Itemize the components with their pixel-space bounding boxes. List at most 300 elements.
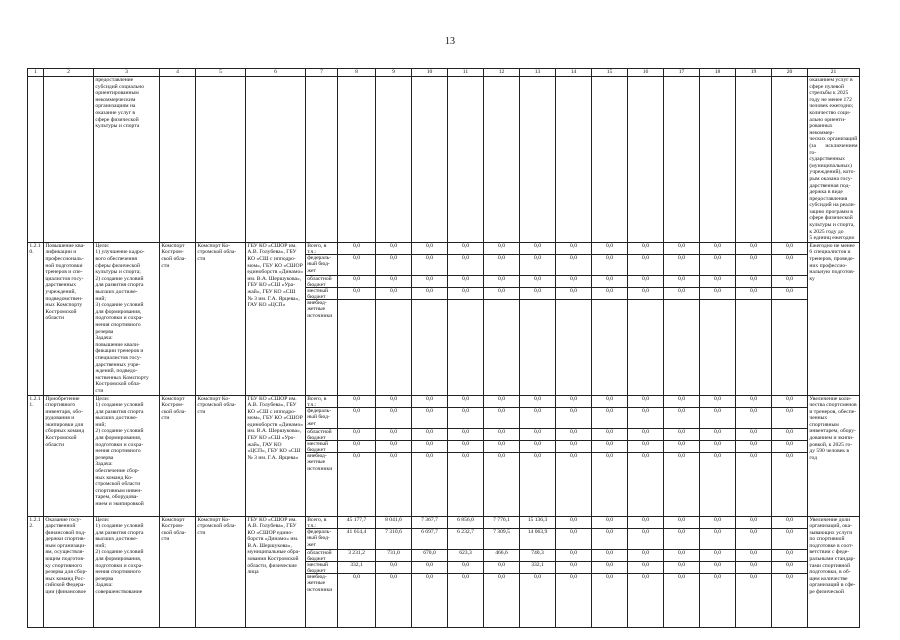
- amount-value: 0,0: [700, 276, 735, 288]
- continuation-row: [28, 77, 860, 243]
- amount-cell: [484, 242, 520, 395]
- amount-value: 0,0: [390, 452, 397, 459]
- amount-value: [664, 300, 699, 320]
- amount-value: 0,0: [664, 429, 699, 441]
- continuation-cell: [520, 77, 556, 243]
- amount-stack: [338, 517, 375, 594]
- amount-value: 0,0: [678, 573, 685, 580]
- amount-value: 731,0: [376, 550, 411, 562]
- amount-value: 0,0: [426, 452, 433, 459]
- amount-value: 0,0: [592, 529, 627, 550]
- amount-value: 8 041,6: [376, 517, 411, 529]
- customer: Комспорт Костром- ской обла- сти: [161, 516, 187, 543]
- amount-value: 0,0: [462, 452, 469, 459]
- column-number: 12: [484, 69, 520, 77]
- amount-cell: [736, 516, 772, 627]
- amount-value: 0,0: [664, 288, 699, 300]
- amount-value: 0,0: [412, 396, 447, 408]
- amount-stack: [338, 243, 375, 320]
- column-number: 18: [700, 69, 736, 77]
- amount-value: 332,1: [338, 562, 375, 574]
- amount-value: 0,0: [592, 441, 627, 453]
- measure-name-cell: [44, 395, 94, 516]
- amount-value: 0,0: [484, 408, 519, 429]
- amount-stack: [412, 396, 447, 473]
- amount-value: 0,0: [376, 441, 411, 453]
- amount-value: 0,0: [592, 408, 627, 429]
- amount-cell: [520, 395, 556, 516]
- amount-cell: [628, 516, 664, 627]
- amount-value: 0,0: [772, 517, 807, 529]
- amount-stack: [772, 517, 807, 594]
- amount-value: 0,0: [772, 288, 807, 300]
- amount-value: 7 310,6: [376, 529, 411, 550]
- amount-value: 0,0: [700, 396, 735, 408]
- amount-value: 15 136,3: [520, 517, 555, 529]
- funding-source: местный бюджет: [306, 562, 337, 574]
- amount-value: 0,0: [772, 429, 807, 441]
- amount-value: 0,0: [448, 441, 483, 453]
- amount-stack: [520, 517, 555, 594]
- amount-value: 0,0: [338, 441, 375, 453]
- amount-value: 0,0: [772, 396, 807, 408]
- amount-value: 0,0: [736, 255, 771, 276]
- amount-value: 0,0: [606, 573, 613, 580]
- amount-value: 7 367,7: [412, 517, 447, 529]
- column-number: 5: [196, 69, 246, 77]
- funding-source: внебюд- жетные источники: [307, 573, 333, 593]
- amount-value: 0,0: [520, 288, 555, 300]
- amount-cell: [376, 242, 412, 395]
- amount-value: 0,0: [736, 288, 771, 300]
- amount-stack: [484, 396, 519, 473]
- amount-stack: [772, 243, 807, 320]
- amount-value: 0,0: [556, 276, 591, 288]
- amount-value: 0,0: [786, 452, 793, 459]
- amount-value: 0,0: [664, 255, 699, 276]
- amount-value: 0,0: [592, 255, 627, 276]
- amount-cell: [592, 395, 628, 516]
- amount-value: 740,3: [520, 550, 555, 562]
- amount-value: 0,0: [700, 441, 735, 453]
- funding-source: федераль- ный бюд- жет: [306, 408, 337, 429]
- amount-value: 0,0: [736, 517, 771, 529]
- amount-value: 0,0: [570, 573, 577, 580]
- amount-value: 0,0: [786, 573, 793, 580]
- amount-stack: [448, 396, 483, 473]
- amount-value: 0,0: [750, 573, 757, 580]
- customer: Комспорт Костром- ской обла- сти: [161, 242, 187, 269]
- measure-name-cell: [44, 516, 94, 627]
- continuation-cell: [412, 77, 448, 243]
- column-number: 17: [664, 69, 700, 77]
- continuation-result-text: оказанием услуг в сфере пулевой стрельбы к 2025 году не менее 172 человек ежегодно; количество соци- ально ориенти- рованных некоммер- ческих организаций (за исключением го- сударственных (муниципальных) учреждений), кото- рым оказана госу- дарственная под- держка в виде предоставления субсидий на реали- зацию программ в сфере физической культуры и спорта, к 2025 году до 5 единиц ежегодно: [809, 77, 858, 242]
- amount-cell: [520, 242, 556, 395]
- measure-goals-cell: [94, 395, 160, 516]
- continuation-cell: [628, 77, 664, 243]
- amount-stack: [448, 243, 483, 320]
- participants-cell: [246, 242, 306, 395]
- executor-cell: [196, 395, 246, 516]
- continuation-cell: [736, 77, 772, 243]
- column-number: 6: [246, 69, 306, 77]
- amount-value: 0,0: [353, 573, 360, 580]
- continuation-cell: [448, 77, 484, 243]
- amount-cell: [772, 516, 808, 627]
- amount-value: 0,0: [628, 429, 663, 441]
- amount-value: 0,0: [772, 550, 807, 562]
- customer-cell: [160, 242, 196, 395]
- amount-stack: [664, 243, 699, 320]
- amount-value: 0,0: [772, 255, 807, 276]
- amount-value: 0,0: [772, 562, 807, 574]
- measure-goals-cell: [94, 516, 160, 627]
- amount-stack: [700, 517, 735, 594]
- amount-value: 0,0: [556, 429, 591, 441]
- amount-value: 0,0: [678, 452, 685, 459]
- amount-value: 0,0: [628, 276, 663, 288]
- amount-value: 0,0: [376, 396, 411, 408]
- amount-value: 0,0: [520, 441, 555, 453]
- column-number: 1: [28, 69, 44, 77]
- funding-source: областной бюджет: [306, 276, 337, 288]
- program-row: [28, 516, 860, 627]
- amount-stack: [628, 517, 663, 594]
- amount-value: 0,0: [376, 288, 411, 300]
- amount-value: 0,0: [664, 243, 699, 255]
- amount-cell: [448, 242, 484, 395]
- amount-value: 0,0: [628, 396, 663, 408]
- participants-cell: [246, 395, 306, 516]
- row-number-cell: [28, 242, 44, 395]
- continuation-cell: [592, 77, 628, 243]
- executor: Комспорт Ко- стромской обла- сти: [197, 242, 237, 263]
- amount-value: 0,0: [556, 441, 591, 453]
- amount-value: 0,0: [642, 573, 649, 580]
- amount-value: [772, 300, 807, 320]
- column-number: 4: [160, 69, 196, 77]
- amount-value: 0,0: [412, 441, 447, 453]
- funding-sources: [306, 396, 337, 473]
- measure-goals-cell: [94, 242, 160, 395]
- amount-value: 0,0: [606, 452, 613, 459]
- customer: Комспорт Костром- ской обла- сти: [161, 395, 187, 422]
- amount-cell: [736, 395, 772, 516]
- amount-cell: [338, 516, 376, 627]
- amount-stack: [700, 396, 735, 473]
- column-number: 15: [592, 69, 628, 77]
- amount-value: 0,0: [412, 276, 447, 288]
- participants: ГБУ КО «СШОР им. А.В. Голубева», ГБУ КО «СШ с ипподро- мом», ГБУ КО «СШОР единоборств «Динамо» им. В.А. Шершукова», ГБУ КО «СШ «Уро- жай», ГАУ КО «ЦСП», ГБУ КО «СШ № 3 им. Г.А. Ярцева»: [247, 395, 304, 461]
- amount-stack: [376, 243, 411, 320]
- amount-value: 0,0: [736, 429, 771, 441]
- amount-value: 0,0: [338, 276, 375, 288]
- amount-value: 0,0: [484, 276, 519, 288]
- amount-value: 0,0: [412, 562, 447, 574]
- amount-value: 0,0: [700, 288, 735, 300]
- column-number: 16: [628, 69, 664, 77]
- amount-value: [628, 300, 663, 320]
- column-number: 11: [448, 69, 484, 77]
- amount-value: 623,3: [448, 550, 483, 562]
- continuation-cell: [28, 77, 44, 243]
- amount-value: 0,0: [664, 276, 699, 288]
- amount-value: 0,0: [628, 243, 663, 255]
- amount-value: 0,0: [664, 550, 699, 562]
- amount-value: 0,0: [484, 562, 519, 574]
- amount-value: 0,0: [462, 573, 469, 580]
- continuation-cell: [700, 77, 736, 243]
- amount-stack: [664, 517, 699, 594]
- amount-value: 41 614,4: [338, 529, 375, 550]
- amount-value: 0,0: [592, 550, 627, 562]
- amount-value: 0,0: [772, 529, 807, 550]
- amount-value: 0,0: [556, 396, 591, 408]
- measure-name: Приобретение спортивного инвентаря, обо- рудования и экипировки для сборных команд Костромской области: [45, 395, 85, 448]
- amount-value: 0,0: [338, 429, 375, 441]
- amount-value: 0,0: [628, 550, 663, 562]
- program-row: [28, 395, 860, 516]
- expected-result-cell: [808, 395, 860, 516]
- amount-value: 0,0: [700, 562, 735, 574]
- amount-value: 0,0: [520, 408, 555, 429]
- customer-cell: [160, 516, 196, 627]
- amount-value: [520, 300, 555, 320]
- amount-value: [484, 300, 519, 320]
- amount-cell: [448, 516, 484, 627]
- column-number: 9: [376, 69, 412, 77]
- amount-cell: [556, 242, 592, 395]
- amount-value: 0,0: [736, 562, 771, 574]
- funding-source: внебюд- жетные источники: [307, 452, 333, 472]
- amount-value: 6 856,0: [448, 517, 483, 529]
- amount-value: 0,0: [642, 452, 649, 459]
- amount-value: 6 697,7: [412, 529, 447, 550]
- amount-value: 0,0: [628, 441, 663, 453]
- measure-goals: Цели: 1) создание условий для развития спорта высших достиже- ний; 2) создание условий для формирования, подготовки и сохра- нения спортивного резерва Задача: обеспечение сбор- ных команд Ко- стромской области спортивным инвен- тарем, оборудова- нием и экипировкой: [95, 395, 144, 507]
- amount-cell: [412, 395, 448, 516]
- amount-value: 0,0: [498, 452, 505, 459]
- amount-value: 0,0: [556, 550, 591, 562]
- amount-value: 0,0: [520, 429, 555, 441]
- amount-stack: [592, 396, 627, 473]
- amount-value: 0,0: [556, 517, 591, 529]
- column-number: 7: [306, 69, 338, 77]
- amount-value: 0,0: [390, 573, 397, 580]
- amount-stack: [376, 517, 411, 594]
- amount-value: 14 063,9: [520, 529, 555, 550]
- amount-stack: [556, 396, 591, 473]
- amount-value: 0,0: [700, 517, 735, 529]
- column-number: 19: [736, 69, 772, 77]
- amount-cell: [628, 395, 664, 516]
- amount-stack: [772, 396, 807, 473]
- amount-value: 0,0: [772, 243, 807, 255]
- amount-value: 7 776,1: [484, 517, 519, 529]
- amount-cell: [664, 242, 700, 395]
- continuation-cell: [246, 77, 306, 243]
- amount-cell: [484, 395, 520, 516]
- amount-value: 0,0: [736, 529, 771, 550]
- amount-cell: [592, 516, 628, 627]
- amount-value: 6 232,7: [448, 529, 483, 550]
- amount-cell: [556, 516, 592, 627]
- amount-value: 0,0: [484, 255, 519, 276]
- amount-cell: [448, 395, 484, 516]
- amount-value: 0,0: [556, 529, 591, 550]
- amount-stack: [628, 243, 663, 320]
- page-number: 13: [445, 36, 455, 47]
- amount-value: 0,0: [592, 396, 627, 408]
- amount-value: 0,0: [520, 255, 555, 276]
- measure-goals: Цели: 1) создание условий для развития спорта высших достиже- ний; 2) создание условий для формирования, подготовки и сохра- нения спортивного резерва Задача: совершенствование: [95, 516, 144, 596]
- continuation-cell: [556, 77, 592, 243]
- column-number: 20: [772, 69, 808, 77]
- continuation-goals-text: предоставление субсидий социально ориентированным некоммерческим организациям на оказание услуг в сфере физической культуры и спорта: [95, 77, 145, 130]
- amount-cell: [772, 395, 808, 516]
- amount-stack: [592, 517, 627, 594]
- amount-value: 0,0: [520, 276, 555, 288]
- amount-value: 0,0: [353, 452, 360, 459]
- amount-value: 0,0: [484, 243, 519, 255]
- amount-value: 0,0: [736, 243, 771, 255]
- amount-stack: [484, 243, 519, 320]
- amount-value: 0,0: [448, 396, 483, 408]
- participants: ГБУ КО «СШОР им. А.В. Голубева», ГБУ КО «СШОР едино- борств «Динамо» им. В.А. Шершукова», муниципальные обра- зования Костромской области, физические лица: [247, 516, 300, 576]
- amount-cell: [700, 395, 736, 516]
- row-number: 1.2.12.: [29, 516, 41, 530]
- continuation-cell: [44, 77, 94, 243]
- program-table: [27, 68, 860, 628]
- continuation-cell: [160, 77, 196, 243]
- amount-value: 0,0: [750, 452, 757, 459]
- amount-value: 0,0: [592, 429, 627, 441]
- amount-value: 0,0: [556, 288, 591, 300]
- amount-value: 0,0: [772, 441, 807, 453]
- amount-value: 0,0: [412, 243, 447, 255]
- amount-value: 0,0: [448, 429, 483, 441]
- amount-value: 0,0: [664, 396, 699, 408]
- customer-cell: [160, 395, 196, 516]
- executor: Комспорт Ко- стромской обла- сти: [197, 516, 237, 536]
- funding-sources-cell: [306, 516, 338, 627]
- funding-sources: [306, 517, 337, 594]
- amount-value: 0,0: [448, 562, 483, 574]
- amount-value: 0,0: [338, 255, 375, 276]
- amount-value: 0,0: [556, 408, 591, 429]
- amount-cell: [520, 516, 556, 627]
- amount-value: 0,0: [556, 255, 591, 276]
- amount-value: 0,0: [700, 550, 735, 562]
- amount-value: 0,0: [592, 243, 627, 255]
- amount-value: 0,0: [628, 529, 663, 550]
- amount-value: 0,0: [628, 517, 663, 529]
- amount-stack: [664, 396, 699, 473]
- amount-cell: [664, 516, 700, 627]
- column-number: 21: [808, 69, 860, 77]
- amount-value: 0,0: [484, 288, 519, 300]
- amount-value: 7 309,5: [484, 529, 519, 550]
- executor-cell: [196, 516, 246, 627]
- row-number: 1.2.11.: [29, 395, 41, 409]
- amount-value: 466,6: [484, 550, 519, 562]
- amount-stack: [338, 396, 375, 473]
- amount-value: 0,0: [484, 441, 519, 453]
- amount-value: 0,0: [700, 429, 735, 441]
- amount-value: 0,0: [714, 452, 721, 459]
- amount-value: [736, 300, 771, 320]
- continuation-cell: [664, 77, 700, 243]
- expected-result-cell: [808, 516, 860, 627]
- amount-value: 0,0: [534, 452, 541, 459]
- amount-value: 0,0: [376, 255, 411, 276]
- amount-stack: [736, 396, 771, 473]
- amount-cell: [700, 516, 736, 627]
- amount-cell: [664, 395, 700, 516]
- amount-cell: [772, 242, 808, 395]
- funding-source: внебюд- жетные источники: [307, 299, 333, 320]
- amount-stack: [592, 243, 627, 320]
- amount-stack: [628, 396, 663, 473]
- amount-value: 0,0: [570, 452, 577, 459]
- amount-value: 0,0: [700, 243, 735, 255]
- amount-value: 0,0: [592, 288, 627, 300]
- amount-value: 45 177,7: [338, 517, 375, 529]
- funding-source: местный бюджет: [306, 441, 337, 453]
- amount-value: 0,0: [592, 562, 627, 574]
- expected-result: Ежегодно не менее 6 специалистов и тренеров, проведе- них профессио- нальную подготов- ку: [809, 242, 855, 282]
- amount-value: 0,0: [426, 573, 433, 580]
- program-row: [28, 242, 860, 395]
- column-number: 14: [556, 69, 592, 77]
- amount-value: 0,0: [376, 276, 411, 288]
- amount-stack: [412, 517, 447, 594]
- amount-value: 0,0: [700, 408, 735, 429]
- amount-value: 0,0: [714, 573, 721, 580]
- amount-cell: [700, 242, 736, 395]
- funding-source: федераль- ный бюд- жет: [306, 529, 337, 550]
- amount-value: 0,0: [664, 441, 699, 453]
- amount-value: 0,0: [772, 408, 807, 429]
- amount-value: 0,0: [628, 288, 663, 300]
- expected-result-cell: [808, 242, 860, 395]
- funding-source: областной бюджет: [306, 550, 337, 562]
- amount-stack: [376, 396, 411, 473]
- amount-value: 0,0: [556, 243, 591, 255]
- amount-value: 0,0: [376, 562, 411, 574]
- amount-cell: [412, 516, 448, 627]
- column-number: 13: [520, 69, 556, 77]
- amount-value: 0,0: [664, 529, 699, 550]
- amount-value: 0,0: [520, 243, 555, 255]
- amount-cell: [484, 516, 520, 627]
- amount-cell: [376, 516, 412, 627]
- row-number-cell: [28, 516, 44, 627]
- funding-source: Всего, в т.ч.:: [306, 517, 337, 529]
- amount-value: 0,0: [376, 429, 411, 441]
- funding-sources: [306, 243, 337, 320]
- amount-value: 0,0: [628, 562, 663, 574]
- measure-name: Оказание госу- дарственной финансовой под- держки спортив- ным организаци- ям, осуществля- ющим подготов- ку спортивного резерва для сбор- ных команд Рос- сийской Федера- ции (финансовое: [45, 516, 88, 596]
- amount-cell: [628, 242, 664, 395]
- amount-value: 0,0: [484, 396, 519, 408]
- amount-stack: [736, 243, 771, 320]
- amount-value: 0,0: [448, 288, 483, 300]
- amount-value: 0,0: [412, 255, 447, 276]
- amount-cell: [736, 242, 772, 395]
- funding-source: Всего, в т.ч.:: [306, 396, 337, 408]
- amount-value: 0,0: [376, 408, 411, 429]
